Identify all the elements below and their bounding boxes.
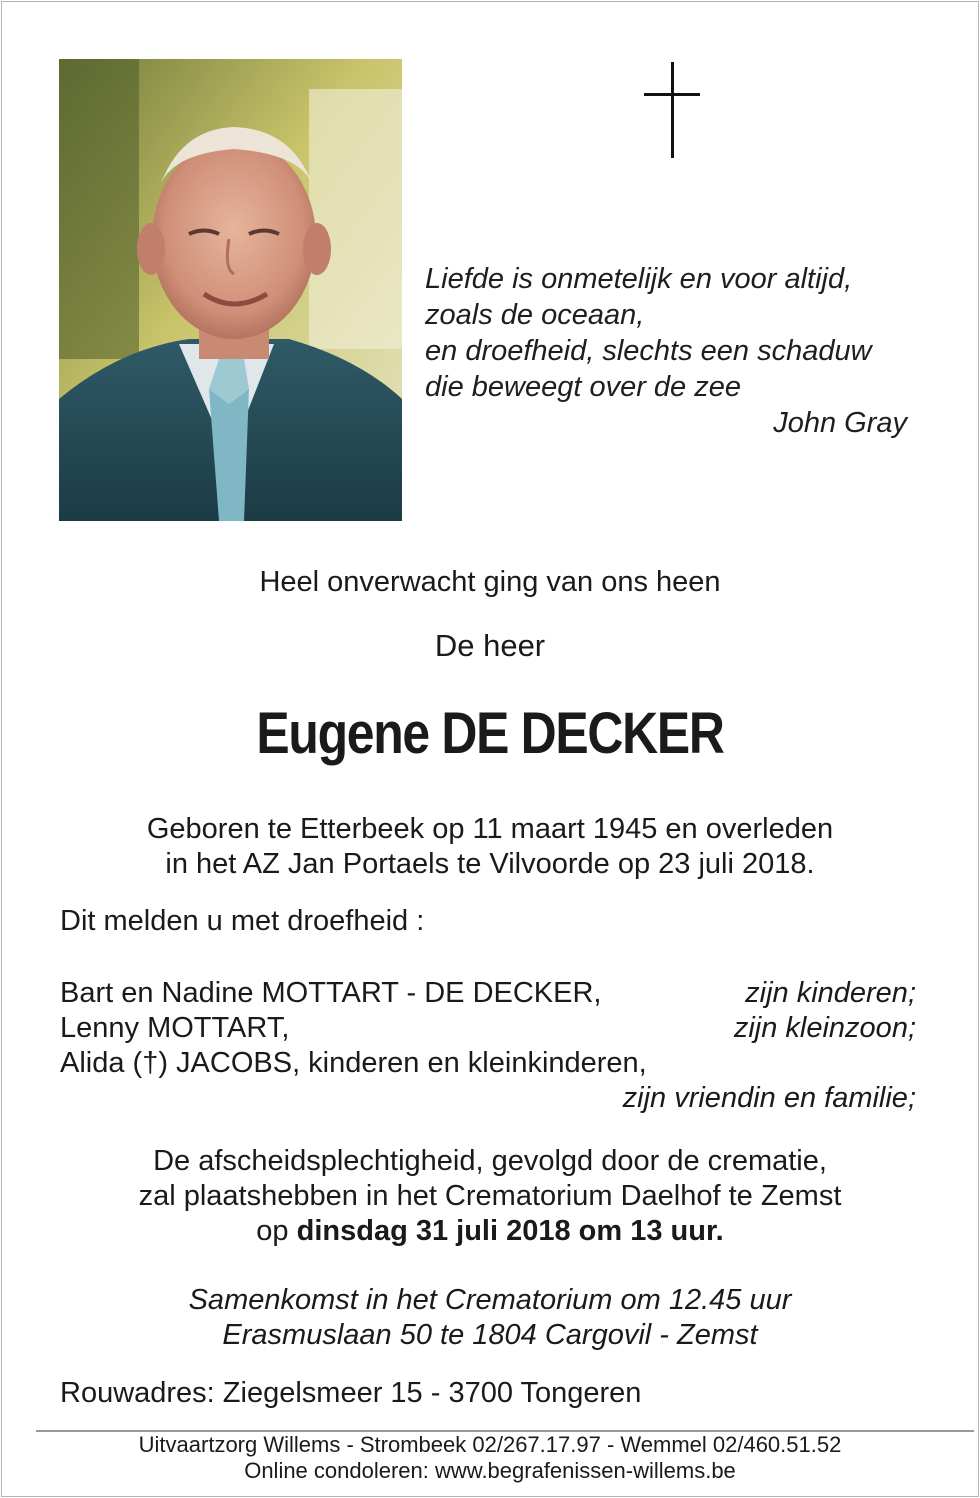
portrait-photo [59,59,402,521]
birth-death-info [0,812,980,882]
family-relation: zijn kleinzoon; [733,1012,916,1044]
family-name: Bart en Nadine MOTTART - DE DECKER, [60,977,602,1009]
birth-line-2: in het AZ Jan Portaels te Vilvoorde op 23 juli 2018. [165,848,815,880]
family-name: Alida (†) JACOBS, kinderen en kleinkinderen, [60,1047,647,1079]
family-relation: zijn vriendin en familie; [622,1082,916,1114]
poem-line: Liefde is onmetelijk en voor altijd, [425,263,853,295]
family-name: Lenny MOTTART, [60,1012,290,1044]
gathering-line-1: Samenkomst in het Crematorium om 12.45 uur [188,1284,792,1316]
ceremony-line-3 [0,1214,980,1249]
gathering-info [0,1283,980,1353]
ceremony-prefix: op [256,1215,297,1247]
ceremony-line-1: De afscheidsplechtigheid, gevolgd door de crematie, [153,1145,827,1177]
birth-line-1: Geboren te Etterbeek op 11 maart 1945 en overleden [146,813,834,845]
ceremony-date: dinsdag 31 juli 2018 om 13 uur. [296,1215,724,1247]
poem-author: John Gray [773,407,907,439]
ceremony-line-2: zal plaatshebben in het Crematorium Daelhof te Zemst [138,1180,842,1212]
mourning-address: Rouwadres: Ziegelsmeer 15 - 3700 Tongeren [60,1377,642,1409]
poem-line: die beweegt over de zee [425,371,741,403]
announcement-text: Dit melden u met droefheid : [60,905,425,937]
latin-cross-icon [642,62,702,160]
poem-quote [425,261,915,441]
intro-text: Heel onverwacht ging van ons heen [259,566,721,598]
family-relation: zijn kinderen; [745,977,916,1009]
deceased-name: Eugene DE DECKER [256,701,724,766]
poem-line: zoals de oceaan, [425,299,645,331]
gathering-line-2: Erasmuslaan 50 te 1804 Cargovil - Zemst [222,1319,758,1351]
poem-line: en droefheid, slechts een schaduw [425,335,872,367]
honorific: De heer [434,628,546,663]
online-condolence-link[interactable]: Online condoleren: www.begrafenissen-willems.be [244,1458,736,1483]
ceremony-info [0,1144,980,1249]
funeral-home-contact: Uitvaartzorg Willems - Strombeek 02/267.17.97 - Wemmel 02/460.51.52 [138,1432,842,1457]
